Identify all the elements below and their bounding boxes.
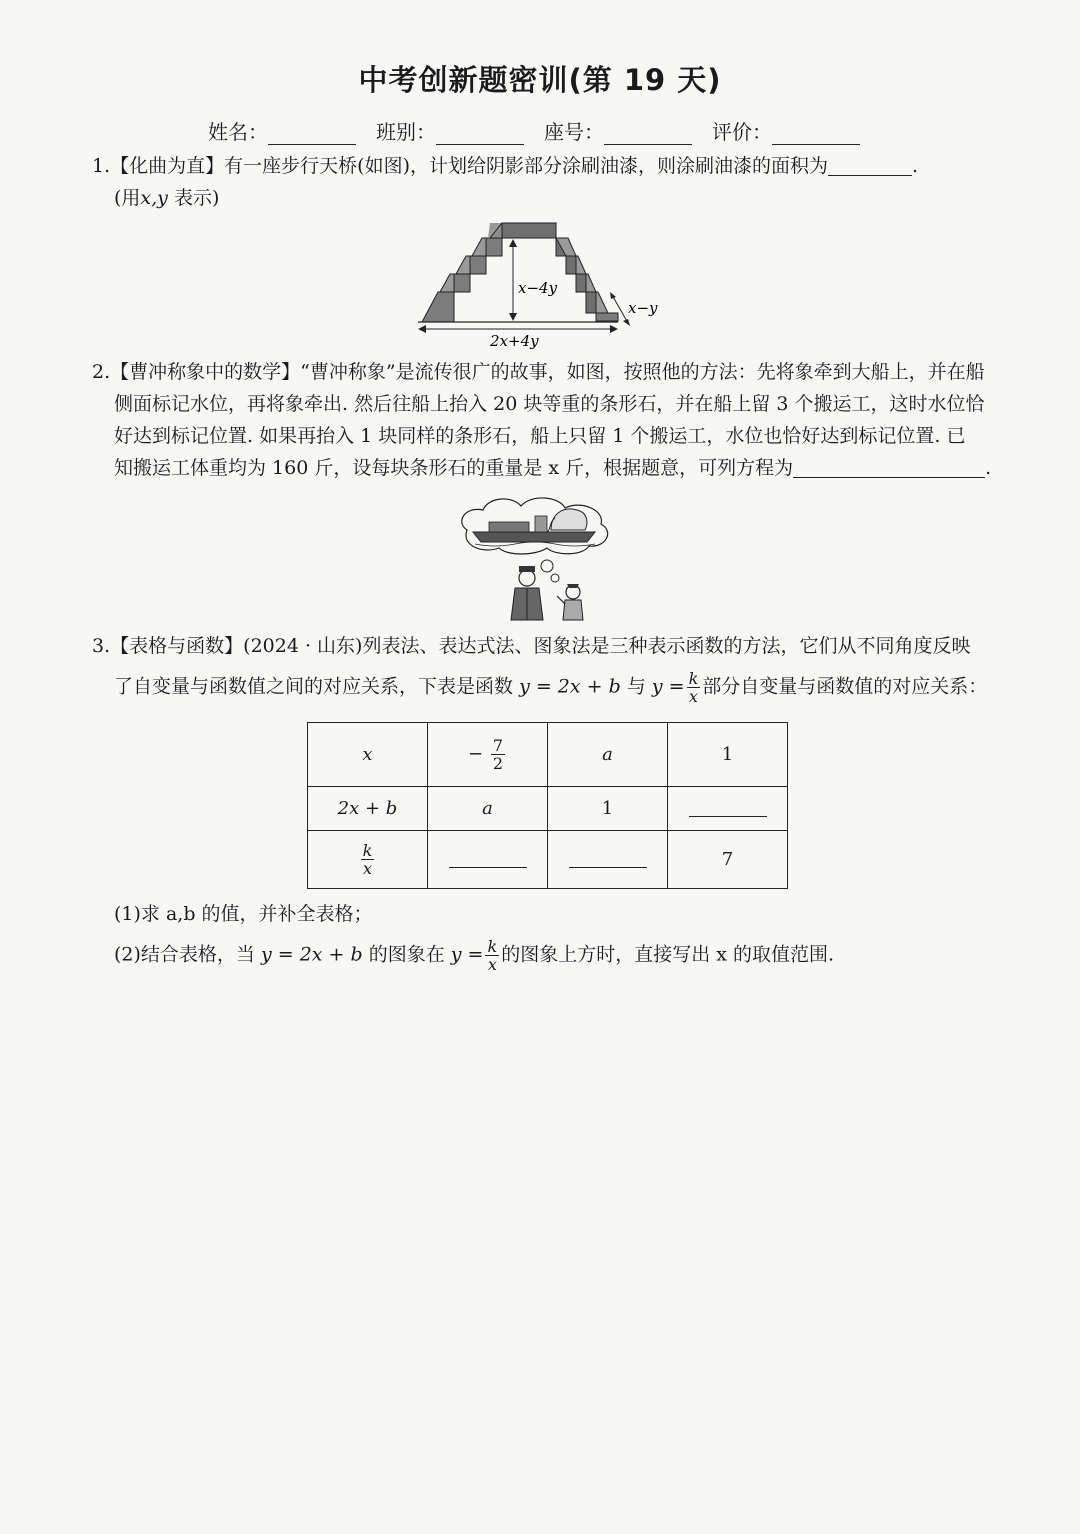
name-field[interactable] [208, 116, 356, 145]
frac-num: k [362, 841, 373, 860]
frac-den: 2 [492, 754, 503, 773]
frac-num: k [487, 937, 498, 956]
bridge-height-label: x−4y [518, 279, 558, 297]
q3-source: (2024 · 山东) [243, 635, 363, 657]
bridge-step-label: x−y [628, 299, 658, 317]
table-cell [428, 723, 548, 787]
name-label: 姓名： [208, 120, 268, 144]
q2-tag: 【曹冲称象中的数学】 [110, 361, 301, 383]
table-row [308, 723, 788, 787]
function-table [307, 722, 788, 889]
answer-blank[interactable] [569, 847, 647, 868]
q1-text: 有一座步行天桥(如图)，计划给阴影部分涂刷油漆，则涂刷油漆的面积为 [224, 155, 828, 177]
frac-num: 7 [492, 736, 503, 755]
q2-number: 2. [92, 361, 111, 383]
q2-line2: 侧面标记水位，再将象牵出. 然后往船上抬入 20 块等重的条形石，并在船上留 3 个搬运工，这时水位恰 [114, 393, 985, 415]
table-cell: 1 [668, 723, 788, 787]
table-cell: x [308, 723, 428, 787]
answer-blank[interactable] [689, 796, 767, 817]
cao-chong-illustration [455, 492, 615, 624]
q3-line2-c: 部分自变量与函数值的对应关系： [702, 675, 988, 698]
seat-blank[interactable] [604, 120, 692, 145]
table-cell [428, 831, 548, 889]
q1-answer-blank[interactable] [828, 153, 912, 176]
table-cell: 1 [548, 787, 668, 831]
q1-note-prefix: (用 [114, 187, 141, 209]
q2-line3: 好达到标记位置. 如果再抬入 1 块同样的条形石，船上只留 1 个搬运工，水位也恰好达到标记位置. 已 [114, 425, 966, 447]
student-info-row [208, 116, 888, 145]
class-label: 班别： [376, 120, 436, 144]
page-title: 中考创新题密训(第 19 天) [358, 63, 722, 97]
grade-field[interactable] [712, 116, 860, 145]
answer-blank[interactable] [449, 847, 527, 868]
table-cell: 7 [668, 831, 788, 889]
q1-note-vars: x,y [140, 187, 168, 209]
table-row [308, 831, 788, 889]
name-blank[interactable] [268, 120, 356, 145]
frac-den: x [362, 859, 372, 878]
q3-sub2-c: 的图象上方时，直接写出 x 的取值范围. [501, 943, 835, 966]
q2-answer-blank[interactable] [793, 455, 985, 478]
q2-line1: “曹冲称象”是流传很广的故事，如图，按照他的方法：先将象牵到大船上，并在船 [300, 361, 985, 383]
q3-sub2-formula-linear: y = 2x + b [260, 943, 363, 966]
q3-line2-a: 了自变量与函数值之间的对应关系，下表是函数 [114, 675, 514, 698]
q2-line4: 知搬运工体重均为 160 斤，设每块条形石的重量是 x 斤，根据题意，可列方程为 [114, 457, 794, 479]
question-3-subparts [92, 898, 992, 973]
table-cell [548, 831, 668, 889]
q2-end: . [985, 457, 992, 479]
bridge-figure [410, 215, 670, 350]
q1-number: 1. [92, 155, 111, 177]
table-cell: 2x + b [308, 787, 428, 831]
minus-sign: − [467, 743, 484, 765]
q3-number: 3. [92, 635, 111, 657]
q3-frac-den: x [688, 687, 698, 706]
table-cell: a [428, 787, 548, 831]
seat-field[interactable] [544, 116, 692, 145]
table-cell [668, 787, 788, 831]
fraction-seven-halves [491, 737, 505, 772]
table-cell [308, 831, 428, 889]
class-blank[interactable] [436, 120, 524, 145]
q3-sub2-fraction [485, 938, 499, 973]
grade-label: 评价： [712, 120, 772, 144]
q1-tag: 【化曲为直】 [110, 155, 225, 177]
q3-formula-inverse-left: y = [651, 675, 685, 698]
q3-tag: 【表格与函数】 [110, 635, 244, 657]
question-1 [92, 150, 992, 214]
seat-label: 座号： [544, 120, 604, 144]
table-row [308, 787, 788, 831]
question-2 [92, 356, 992, 484]
q3-sub2-a: (2)结合表格，当 [114, 943, 255, 966]
class-field[interactable] [376, 116, 524, 145]
frac-den: x [487, 955, 497, 974]
q3-line1: 列表法、表达式法、图象法是三种表示函数的方法，它们从不同角度反映 [362, 635, 971, 657]
q3-line2-b: 与 [626, 675, 646, 698]
bridge-base-label: 2x+4y [490, 332, 539, 350]
grade-blank[interactable] [772, 120, 860, 145]
table-cell: a [548, 723, 668, 787]
q1-end: . [911, 155, 919, 177]
q1-note-suffix: 表示) [173, 187, 220, 209]
q3-frac-num: k [688, 669, 699, 688]
q3-formula-linear: y = 2x + b [519, 675, 621, 698]
q3-sub2-b: 的图象在 [368, 943, 445, 966]
q3-sub1: (1)求 a,b 的值，并补全表格； [114, 903, 373, 925]
q3-sub2-formula-inverse-left: y = [450, 943, 484, 966]
question-3 [92, 630, 992, 705]
fraction-k-over-x [361, 842, 375, 877]
q3-fraction-k-over-x [687, 670, 701, 705]
